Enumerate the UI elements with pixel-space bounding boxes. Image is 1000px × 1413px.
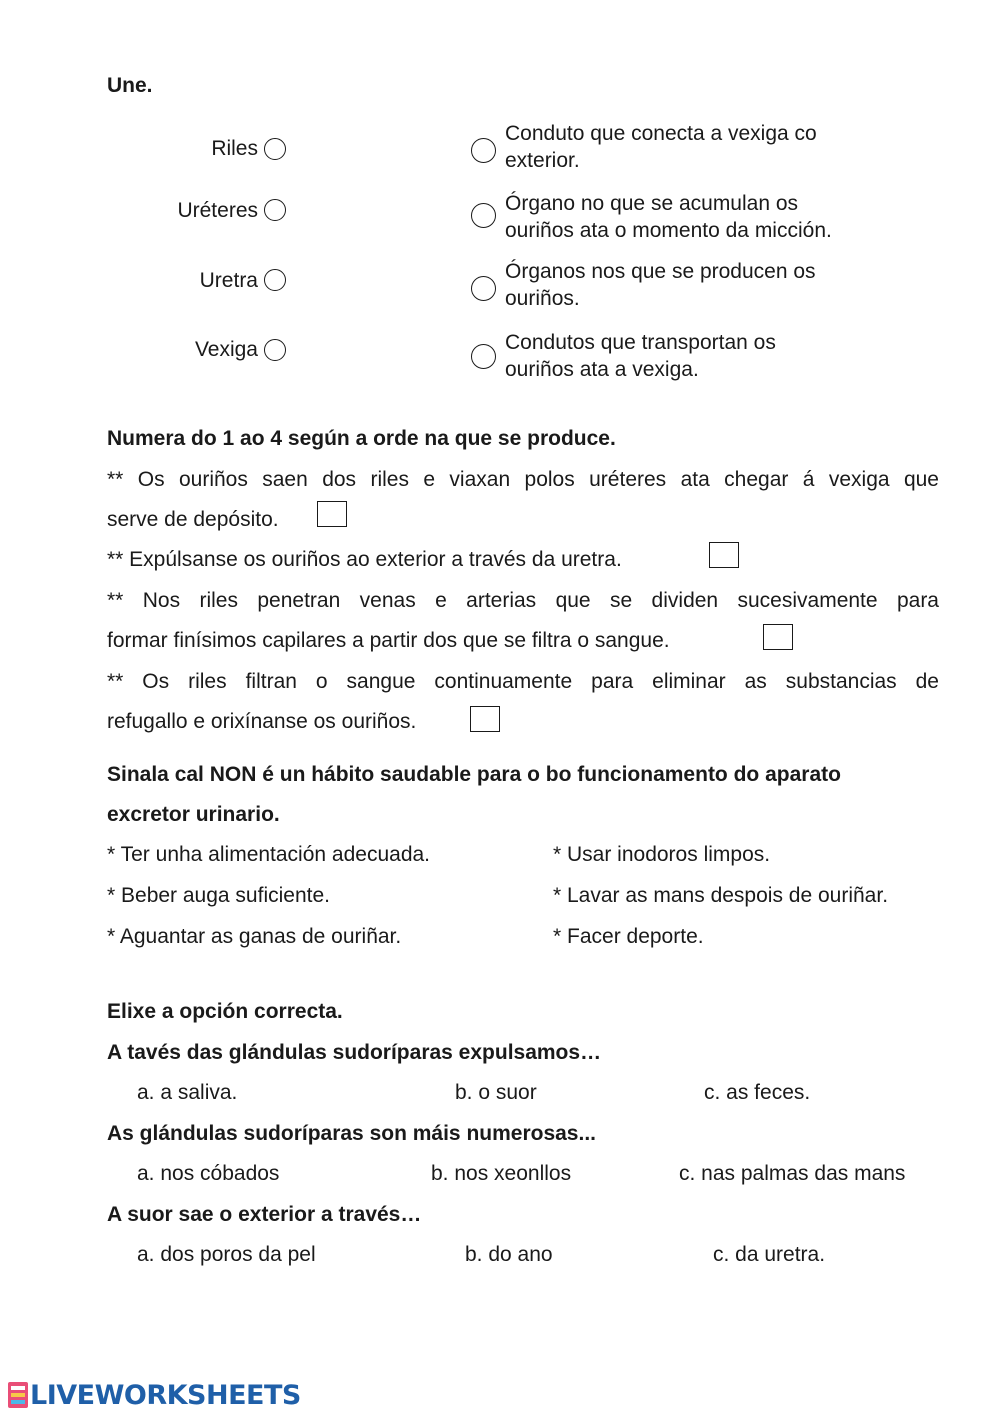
q3-option-c[interactable]: c. da uretra. [713, 1243, 826, 1266]
habit-option-5[interactable]: * Lavar as mans despois de ouriñar. [553, 884, 889, 907]
order-item-4-line2: refugallo e orixínanse os ouriños. [107, 710, 417, 733]
section-title-une: Une. [107, 74, 153, 97]
term-uretra: Uretra [199, 269, 258, 292]
question-2: As glándulas sudoríparas son máis numerosas... [107, 1122, 596, 1145]
order-item-4-line1: ** Os riles filtran o sangue continuamente para eliminar as substancias de [107, 670, 939, 693]
radio-def-4[interactable] [471, 344, 496, 369]
q2-option-a[interactable]: a. nos cóbados [137, 1162, 280, 1185]
radio-def-2[interactable] [471, 203, 496, 228]
liveworksheets-logo-text: LIVEWORKSHEETS [30, 1379, 301, 1411]
order-box-2[interactable] [709, 542, 739, 568]
habit-option-2[interactable]: * Beber auga suficiente. [107, 884, 330, 907]
definition-4: Condutos que transportan os ouriños ata a vexiga. [505, 331, 776, 381]
order-box-1[interactable] [317, 501, 347, 527]
order-item-3-line2: formar finísimos capilares a partir dos que se filtra o sangue. [107, 629, 670, 652]
radio-riles[interactable] [264, 138, 286, 160]
radio-uretra[interactable] [264, 269, 286, 291]
habit-option-3[interactable]: * Aguantar as ganas de ouriñar. [107, 925, 402, 948]
definition-3: Órganos nos que se producen os ouriños. [505, 260, 816, 310]
definition-2: Órgano no que se acumulan os ouriños ata o momento da micción. [505, 192, 832, 242]
order-item-1-line1: ** Os ouriños saen dos riles e viaxan polos uréteres ata chegar á vexiga que [107, 468, 939, 491]
q1-option-c[interactable]: c. as feces. [704, 1081, 811, 1104]
section-title-numera: Numera do 1 ao 4 según a orde na que se produce. [107, 427, 616, 450]
question-3: A suor sae o exterior a través… [107, 1203, 422, 1226]
order-item-3-line1: ** Nos riles penetran venas e arterias que se dividen sucesivamente para [107, 589, 939, 612]
order-item-1-line2: serve de depósito. [107, 508, 279, 531]
radio-ureteres[interactable] [264, 199, 286, 221]
radio-vexiga[interactable] [264, 339, 286, 361]
order-box-3[interactable] [763, 624, 793, 650]
liveworksheets-logo [8, 1380, 301, 1410]
q1-option-a[interactable]: a. a saliva. [137, 1081, 238, 1104]
section-title-elixe: Elixe a opción correcta. [107, 1000, 343, 1023]
section-title-sinala-line2: excretor urinario. [107, 803, 280, 826]
q2-option-b[interactable]: b. nos xeonllos [431, 1162, 572, 1185]
term-riles: Riles [211, 137, 258, 160]
order-box-4[interactable] [470, 706, 500, 732]
question-1: A tavés das glándulas sudoríparas expulsamos… [107, 1041, 602, 1064]
definition-1: Conduto que conecta a vexiga co exterior. [505, 122, 817, 172]
term-ureteres: Uréteres [177, 199, 258, 222]
q3-option-b[interactable]: b. do ano [465, 1243, 553, 1266]
habit-option-6[interactable]: * Facer deporte. [553, 925, 704, 948]
habit-option-1[interactable]: * Ter unha alimentación adecuada. [107, 843, 431, 866]
habit-option-4[interactable]: * Usar inodoros limpos. [553, 843, 771, 866]
section-title-sinala-line1: Sinala cal NON é un hábito saudable para o bo funcionamento do aparato [107, 763, 841, 786]
liveworksheets-logo-icon [8, 1382, 28, 1408]
radio-def-1[interactable] [471, 138, 496, 163]
q3-option-a[interactable]: a. dos poros da pel [137, 1243, 316, 1266]
q1-option-b[interactable]: b. o suor [455, 1081, 537, 1104]
order-item-2-line1: ** Expúlsanse os ouriños ao exterior a través da uretra. [107, 548, 622, 571]
term-vexiga: Vexiga [194, 338, 258, 361]
q2-option-c[interactable]: c. nas palmas das mans [679, 1162, 906, 1185]
radio-def-3[interactable] [471, 276, 496, 301]
